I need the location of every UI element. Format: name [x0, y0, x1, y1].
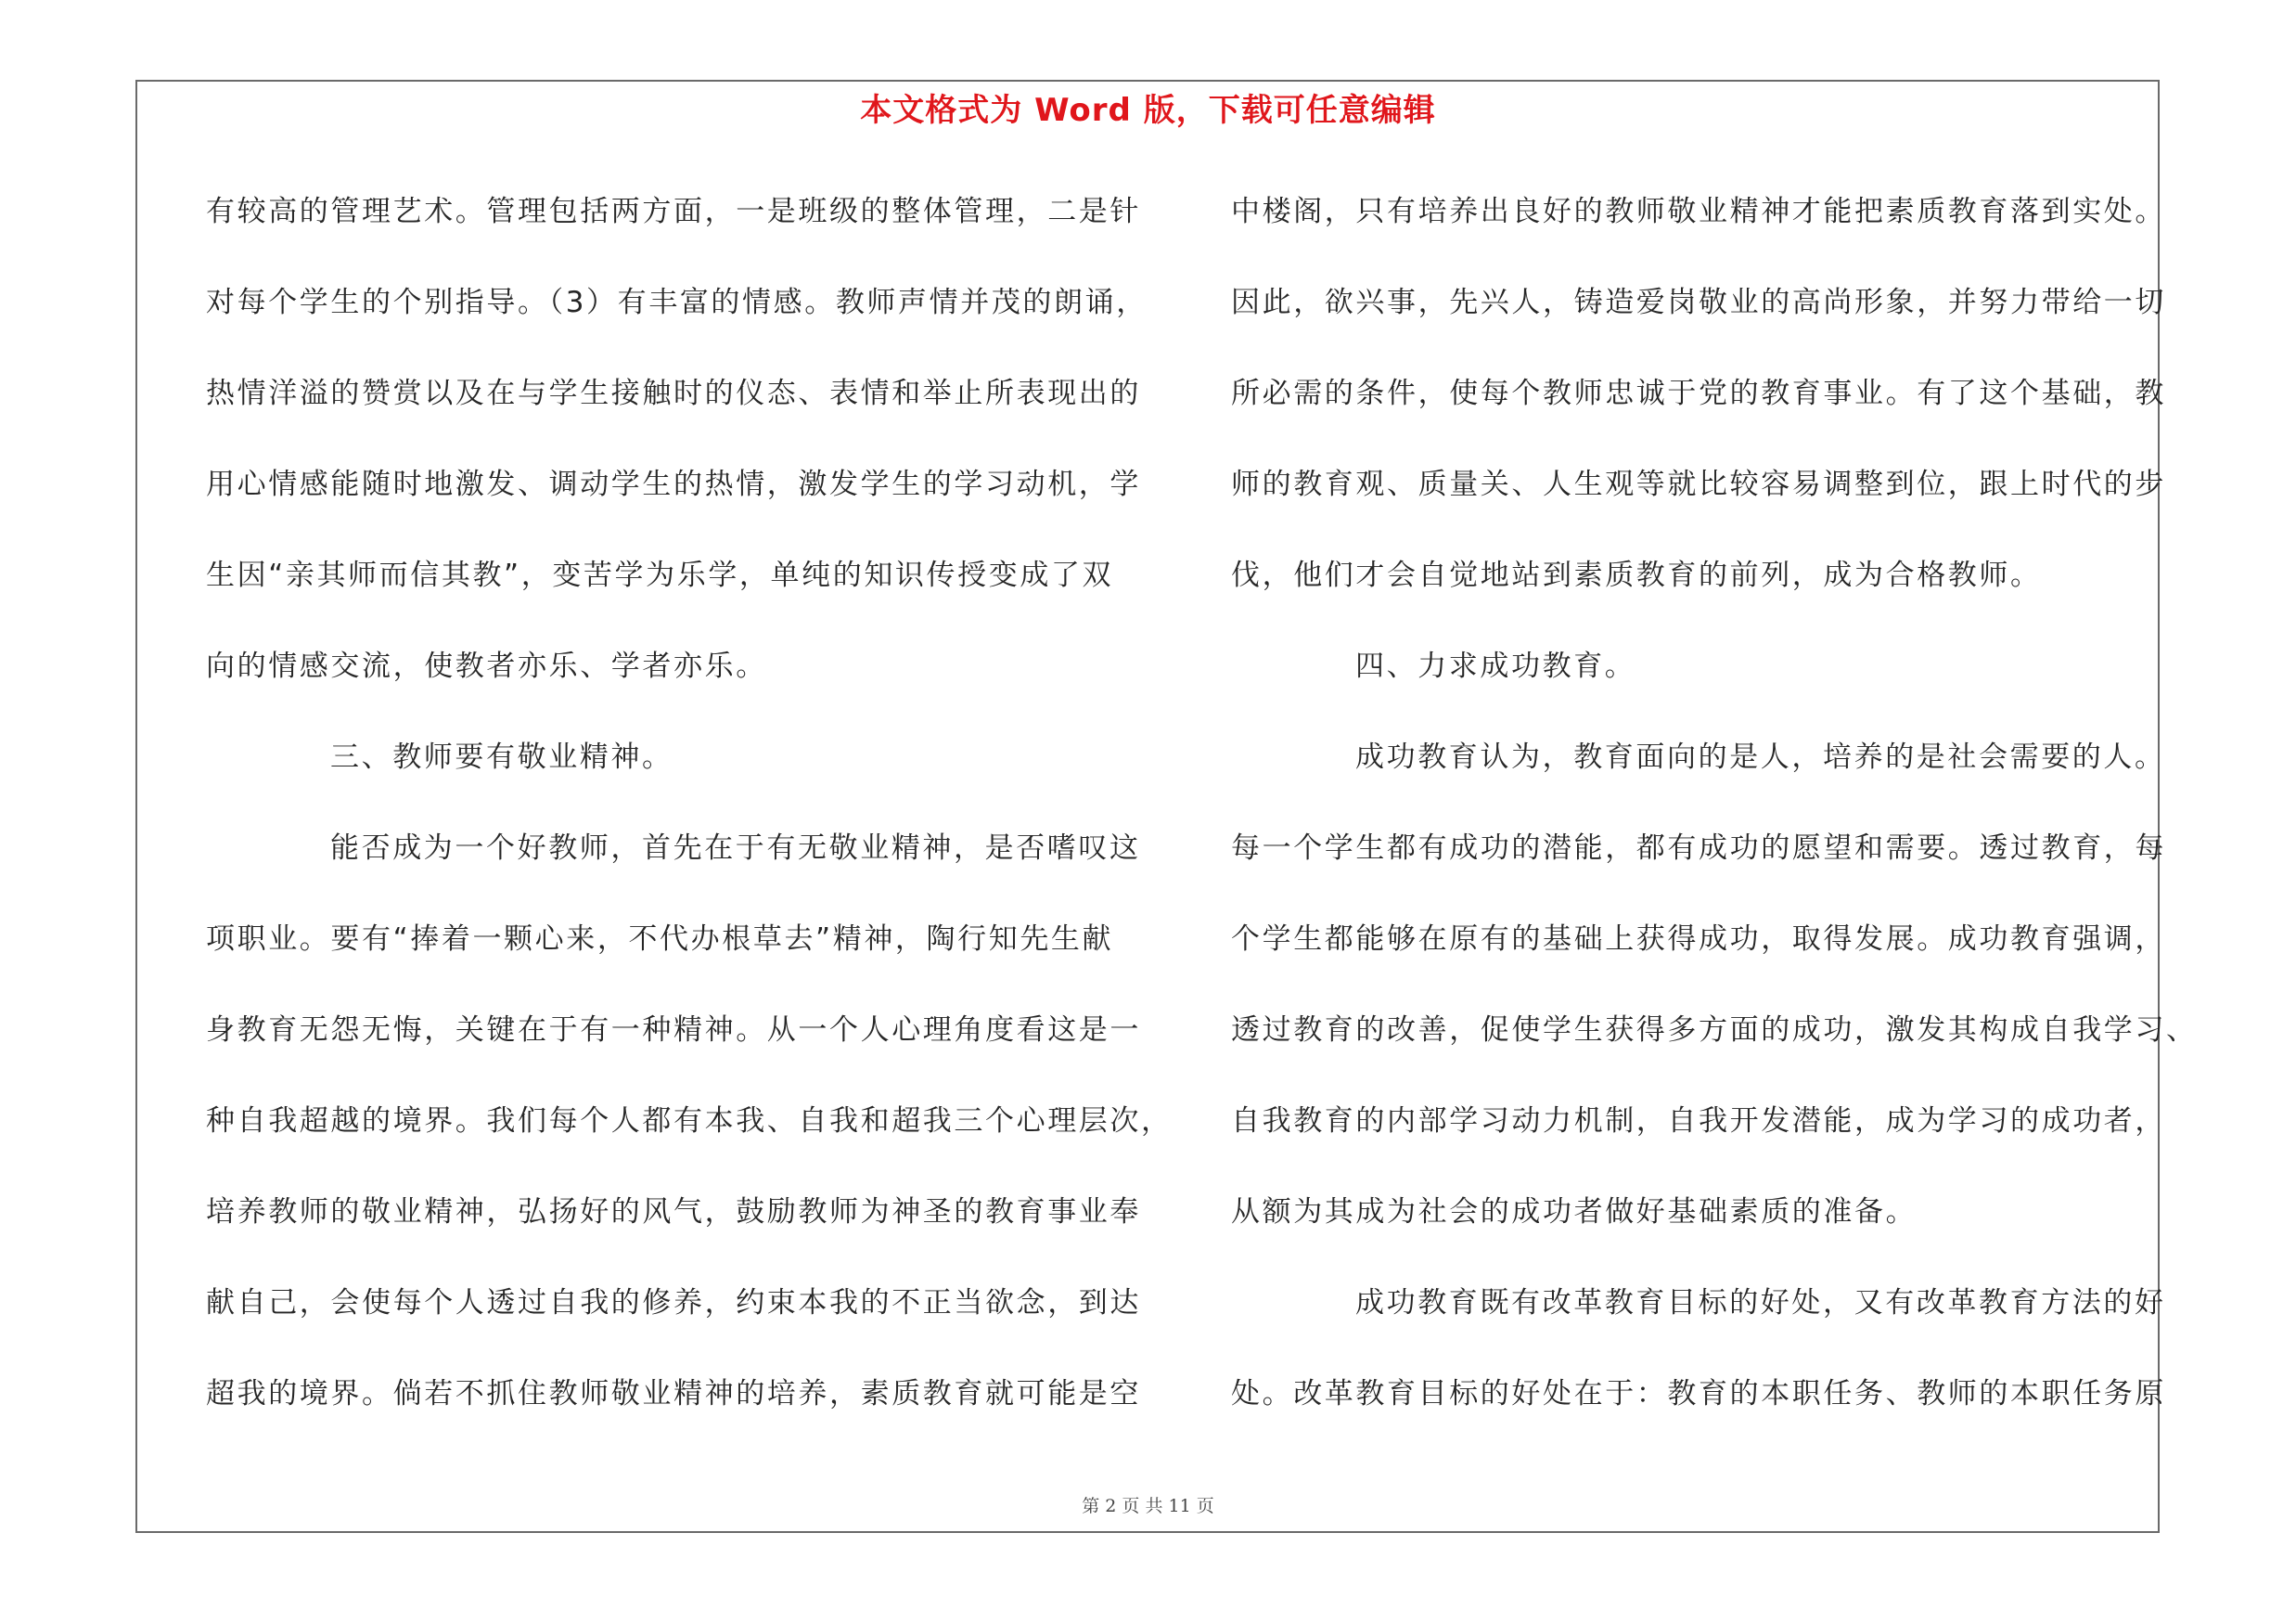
left-column: [206, 182, 1173, 1455]
paragraph-line: 献自己，会使每个人透过自我的修养，约束本我的不正当欲念，到达: [206, 1286, 1141, 1320]
paragraph-line: 每一个学生都有成功的潜能，都有成功的愿望和需要。透过教育，每: [1231, 831, 2166, 865]
section-heading: 三、教师要有敬业精神。: [330, 741, 673, 774]
page-number: 第 2 页 共 11 页: [1082, 1496, 1214, 1516]
paragraph-line: 用心情感能随时地激发、调动学生的热情，激发学生的学习动机，学: [206, 468, 1141, 501]
paragraph-line: 能否成为一个好教师，首先在于有无敬业精神，是否嗜叹这: [330, 831, 1141, 865]
paragraph-line: 项职业。要有“捧着一颗心来，不代办根草去”精神，陶行知先生献: [206, 922, 1114, 956]
paragraph-line: 成功教育认为，教育面向的是人，培养的是社会需要的人。: [1355, 741, 2166, 774]
paragraph-line: 热情洋溢的赞赏以及在与学生接触时的仪态、表情和举止所表现出的: [206, 377, 1141, 410]
paragraph-line: 身教育无怨无悔，关键在于有一种精神。从一个人心理角度看这是一: [206, 1013, 1141, 1047]
paragraph-line: 向的情感交流，使教者亦乐、学者亦乐。: [206, 650, 767, 683]
paragraph-line: 透过教育的改善，促使学生获得多方面的成功，激发其构成自我学习、: [1231, 1013, 2198, 1047]
paragraph-line: 自我教育的内部学习动力机制，自我开发潜能，成为学习的成功者，: [1231, 1104, 2166, 1138]
right-column: [1231, 182, 2198, 1455]
paragraph-line: 超我的境界。倘若不抓住教师敬业精神的培养，素质教育就可能是空: [206, 1377, 1141, 1410]
paragraph-line: 处。改革教育目标的好处在于：教育的本职任务、教师的本职任务原: [1231, 1377, 2166, 1410]
section-heading: 四、力求成功教育。: [1355, 650, 1636, 683]
paragraph-line: 种自我超越的境界。我们每个人都有本我、自我和超我三个心理层次，: [206, 1104, 1173, 1138]
paragraph-line: 伐，他们才会自觉地站到素质教育的前列，成为合格教师。: [1231, 559, 2042, 592]
paragraph-line: 对每个学生的个别指导。（3）有丰富的情感。教师声情并茂的朗诵，: [206, 286, 1148, 319]
paragraph-line: 从额为其成为社会的成功者做好基础素质的准备。: [1231, 1195, 1918, 1229]
paragraph-line: 生因“亲其师而信其教”，变苦学为乐学，单纯的知识传授变成了双: [206, 559, 1114, 592]
format-banner: 本文格式为 Word 版，下载可任意编辑: [860, 92, 1436, 129]
paragraph-line: 成功教育既有改革教育目标的好处，又有改革教育方法的好: [1355, 1286, 2166, 1320]
paragraph-line: 培养教师的敬业精神，弘扬好的风气，鼓励教师为神圣的教育事业奉: [206, 1195, 1141, 1229]
paragraph-line: 师的教育观、质量关、人生观等就比较容易调整到位，跟上时代的步: [1231, 468, 2166, 501]
paragraph-line: 个学生都能够在原有的基础上获得成功，取得发展。成功教育强调，: [1231, 922, 2166, 956]
paragraph-line: 有较高的管理艺术。管理包括两方面，一是班级的整体管理，二是针: [206, 195, 1141, 228]
paragraph-line: 因此，欲兴事，先兴人，铸造爱岗敬业的高尚形象，并努力带给一切: [1231, 286, 2166, 319]
paragraph-line: 中楼阁，只有培养出良好的教师敬业精神才能把素质教育落到实处。: [1231, 195, 2166, 228]
paragraph-line: 所必需的条件，使每个教师忠诚于党的教育事业。有了这个基础，教: [1231, 377, 2166, 410]
